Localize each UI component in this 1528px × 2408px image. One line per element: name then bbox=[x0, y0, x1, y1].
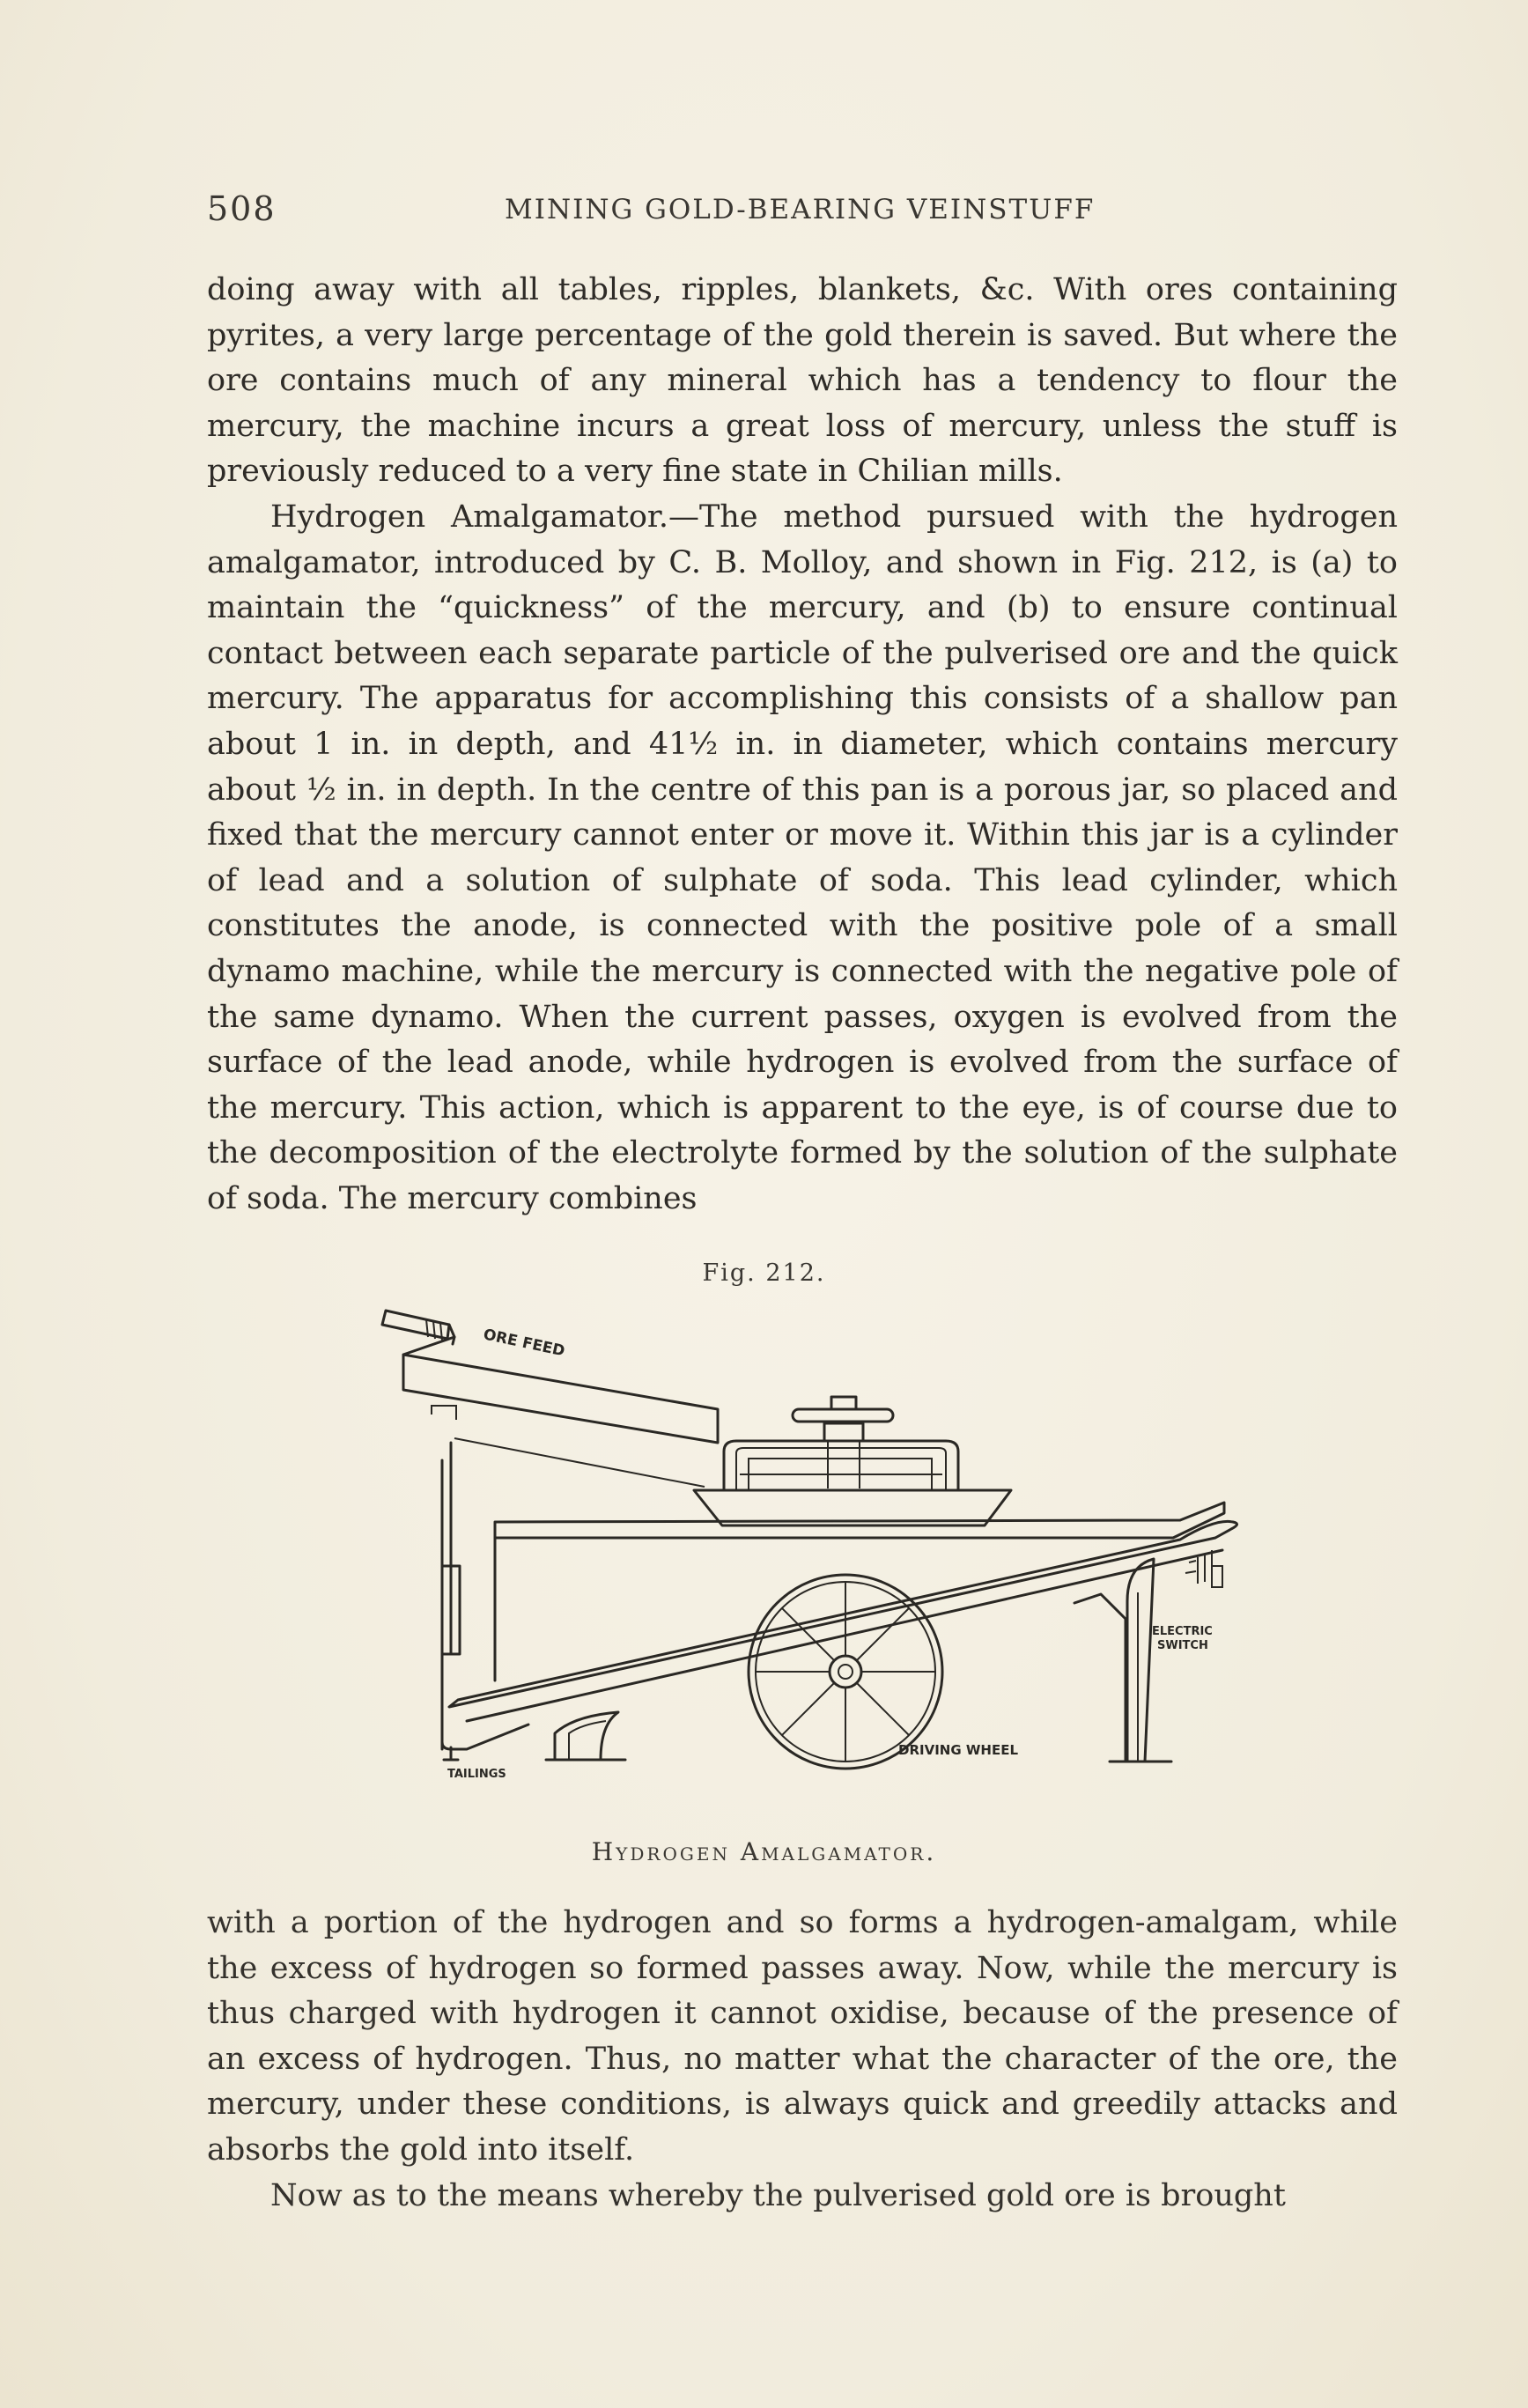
page-header bbox=[207, 189, 1400, 233]
paragraph: Hydrogen Amalgamator.—The method pursued with the hydrogen amalgamator, introduced by C. B. Molloy, and shown in Fig. 212, is (a) to maintain the “quickness” of the mercury, and (b) to ensure continual contact between each separate particle of the pulverised ore and the quick mercury. The apparatus for accomplishing this consists of a shallow pan about 1 in. in depth, and 41½ in. in diameter, which contains mercury about ½ in. in depth. In the centre of this pan is a porous jar, so placed and fixed that the mercury cannot enter or move it. Within this jar is a cylinder of lead and a solution of sulphate of soda. This lead cylinder, which constitutes the anode, is connected with the positive pole of a small dynamo machine, while the mercury is connected with the negative pole of the same dynamo. When the current passes, oxygen is evolved from the surface of the lead anode, while hydrogen is evolved from the surface of the mercury. This action, which is apparent to the eye, is of course due to the decomposition of the electrolyte formed by the solution of the sulphate of soda. The mercury combines bbox=[207, 499, 1398, 1216]
amalgamator-drawing bbox=[370, 1302, 1251, 1830]
paragraph: Now as to the means whereby the pulverised gold ore is brought bbox=[270, 2177, 1286, 2213]
ore-feed-trough bbox=[382, 1311, 718, 1487]
running-title: MINING GOLD-BEARING VEINSTUFF bbox=[505, 194, 1096, 225]
tailings-label: TAILINGS bbox=[447, 1768, 506, 1781]
figure-hydrogen-amalgamator bbox=[370, 1302, 1251, 1830]
electric-switch bbox=[1185, 1550, 1222, 1587]
body-text-top bbox=[207, 268, 1398, 1222]
figure-number: Fig. 212. bbox=[702, 1259, 826, 1287]
pan-assembly bbox=[694, 1397, 1011, 1525]
figure-caption: Hydrogen Amalgamator. bbox=[591, 1837, 937, 1866]
ore-feed-label: ORE FEED bbox=[481, 1326, 567, 1361]
electric-label: ELECTRIC bbox=[1152, 1625, 1213, 1638]
body-text-bottom bbox=[207, 1901, 1398, 2219]
driving-wheel-label: DRIVING WHEEL bbox=[898, 1742, 1019, 1758]
page-number: 508 bbox=[207, 189, 277, 228]
driving-wheel bbox=[749, 1575, 942, 1769]
switch-label: SWITCH bbox=[1157, 1639, 1208, 1652]
paragraph: with a portion of the hydrogen and so forms a hydrogen-amalgam, while the excess of hydrogen so formed passes away. Now, while the mercury is thus charged with hydrogen it cannot oxidise, because of the presence of an excess of hydrogen. Thus, no matter what the character of the ore, the mercury, under these conditions, is always quick and greedily attacks and absorbs the gold into itself. bbox=[207, 1905, 1398, 2168]
paragraph: doing away with all tables, ripples, blankets, &c. With ores containing pyrites, a very large percentage of the gold therein is saved. But where the ore contains much of any mineral which has a tendency to flour the mercury, the machine incurs a great loss of mercury, unless the stuff is previously reduced to a very fine state in Chilian mills. bbox=[207, 272, 1398, 490]
